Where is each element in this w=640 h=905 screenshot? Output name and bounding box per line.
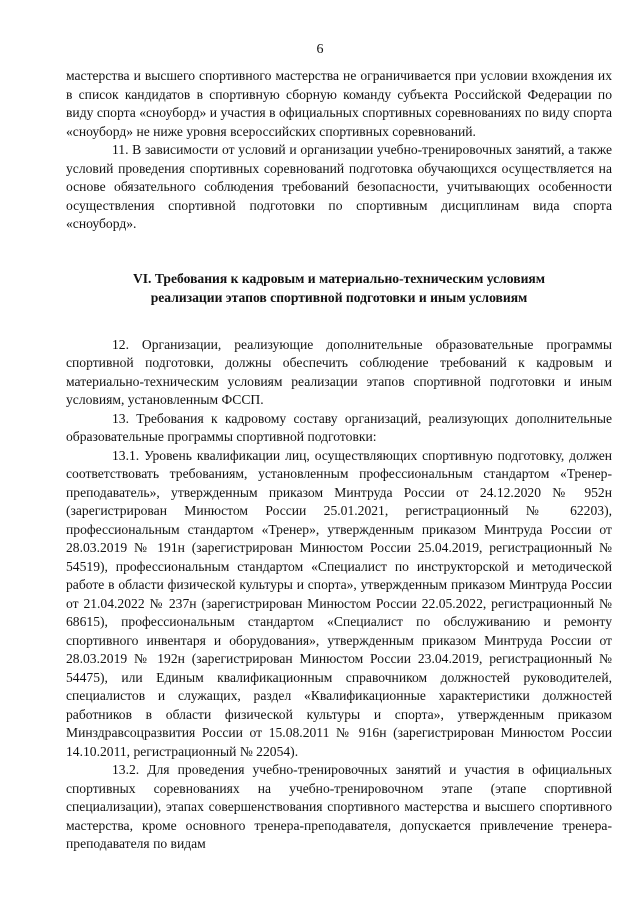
paragraph-11: 11. В зависимости от условий и организации учебно-тренировочных занятий, а также условий проведения спортивных соревнований подготовка обучающихся осуществляется на основе обязательного соблюдения требований безопасности, учитывающих особенности осуществления спортивной подготовки по спортивным дисциплинам вида спорта «сноуборд». — [66, 142, 612, 231]
section-title — [66, 269, 612, 307]
paragraph-13-1: 13.1. Уровень квалификации лиц, осуществляющих спортивную подготовку, должен соответствовать требованиям, установленным профессиональным стандартом «Тренер-преподаватель», утвержденным приказом Минтруда России от 24.12.2020 № 952н (зарегистрирован Минюстом России 25.01.2021, регистрационный № 62203), профессиональным стандартом «Тренер», утвержденным приказом Минтруда России от 28.03.2019 № 191н (зарегистрирован Минюстом России 25.04.2019, регистрационный № 54519), профессиональным стандартом «Специалист по инструкторской и методической работе в области физической культуры и спорта», утвержденным приказом Минтруда России от 21.04.2022 № 237н (зарегистрирован Минюстом России 22.05.2022, регистрационный № 68615), профессиональным стандартом «Специалист по обслуживанию и ремонту спортивного инвентаря и оборудования», утвержденным приказом Минтруда России от 28.03.2019 № 192н (зарегистрирован Минюстом России 23.04.2019, регистрационный № 54475), или Единым квалификационным справочником должностей руководителей, специалистов и служащих, раздел «Квалификационные характеристики должностей работников в области физической культуры и спорта», утвержденным приказом Минздравсоцразвития России от 15.08.2011 № 916н (зарегистрирован Минюстом России 14.10.2011, регистрационный № 22054). — [66, 447, 612, 759]
section-title-line-2: реализации этапов спортивной подготовки и иным условиям — [150, 289, 528, 305]
document-body — [66, 67, 612, 854]
paragraph-12: 12. Организации, реализующие дополнительные образовательные программы спортивной подготовки, должны обеспечить соблюдение требований к кадровым и материально-техническим условиям реализации этапов спортивной подготовки и иным условиям, установленным ФССП. — [66, 336, 612, 407]
paragraph-13: 13. Требования к кадровому составу организаций, реализующих дополнительные образовательные программы спортивной подготовки: — [66, 410, 612, 444]
paragraph-continuation: мастерства и высшего спортивного мастерства не ограничивается при условии вхождения их в список кандидатов в спортивную сборную команду субъекта Российской Федерации по виду спорта «сноуборд» и участия в официальных спортивных соревнованиях по виду спорта «сноуборд» не ниже уровня всероссийских спортивных соревнований. — [66, 68, 612, 139]
paragraph-13-2: 13.2. Для проведения учебно-тренировочных занятий и участия в официальных спортивных соревнованиях на учебно-тренировочном этапе (этапе спортивной специализации), этапах совершенствования спортивного мастерства и высшего спортивного мастерства, кроме основного тренера-преподавателя, допускается привлечение тренера-преподавателя по видам — [66, 762, 612, 851]
page-number: 6 — [316, 42, 324, 57]
section-title-line-1: VI. Требования к кадровым и материально-техническим условиям — [132, 270, 546, 286]
